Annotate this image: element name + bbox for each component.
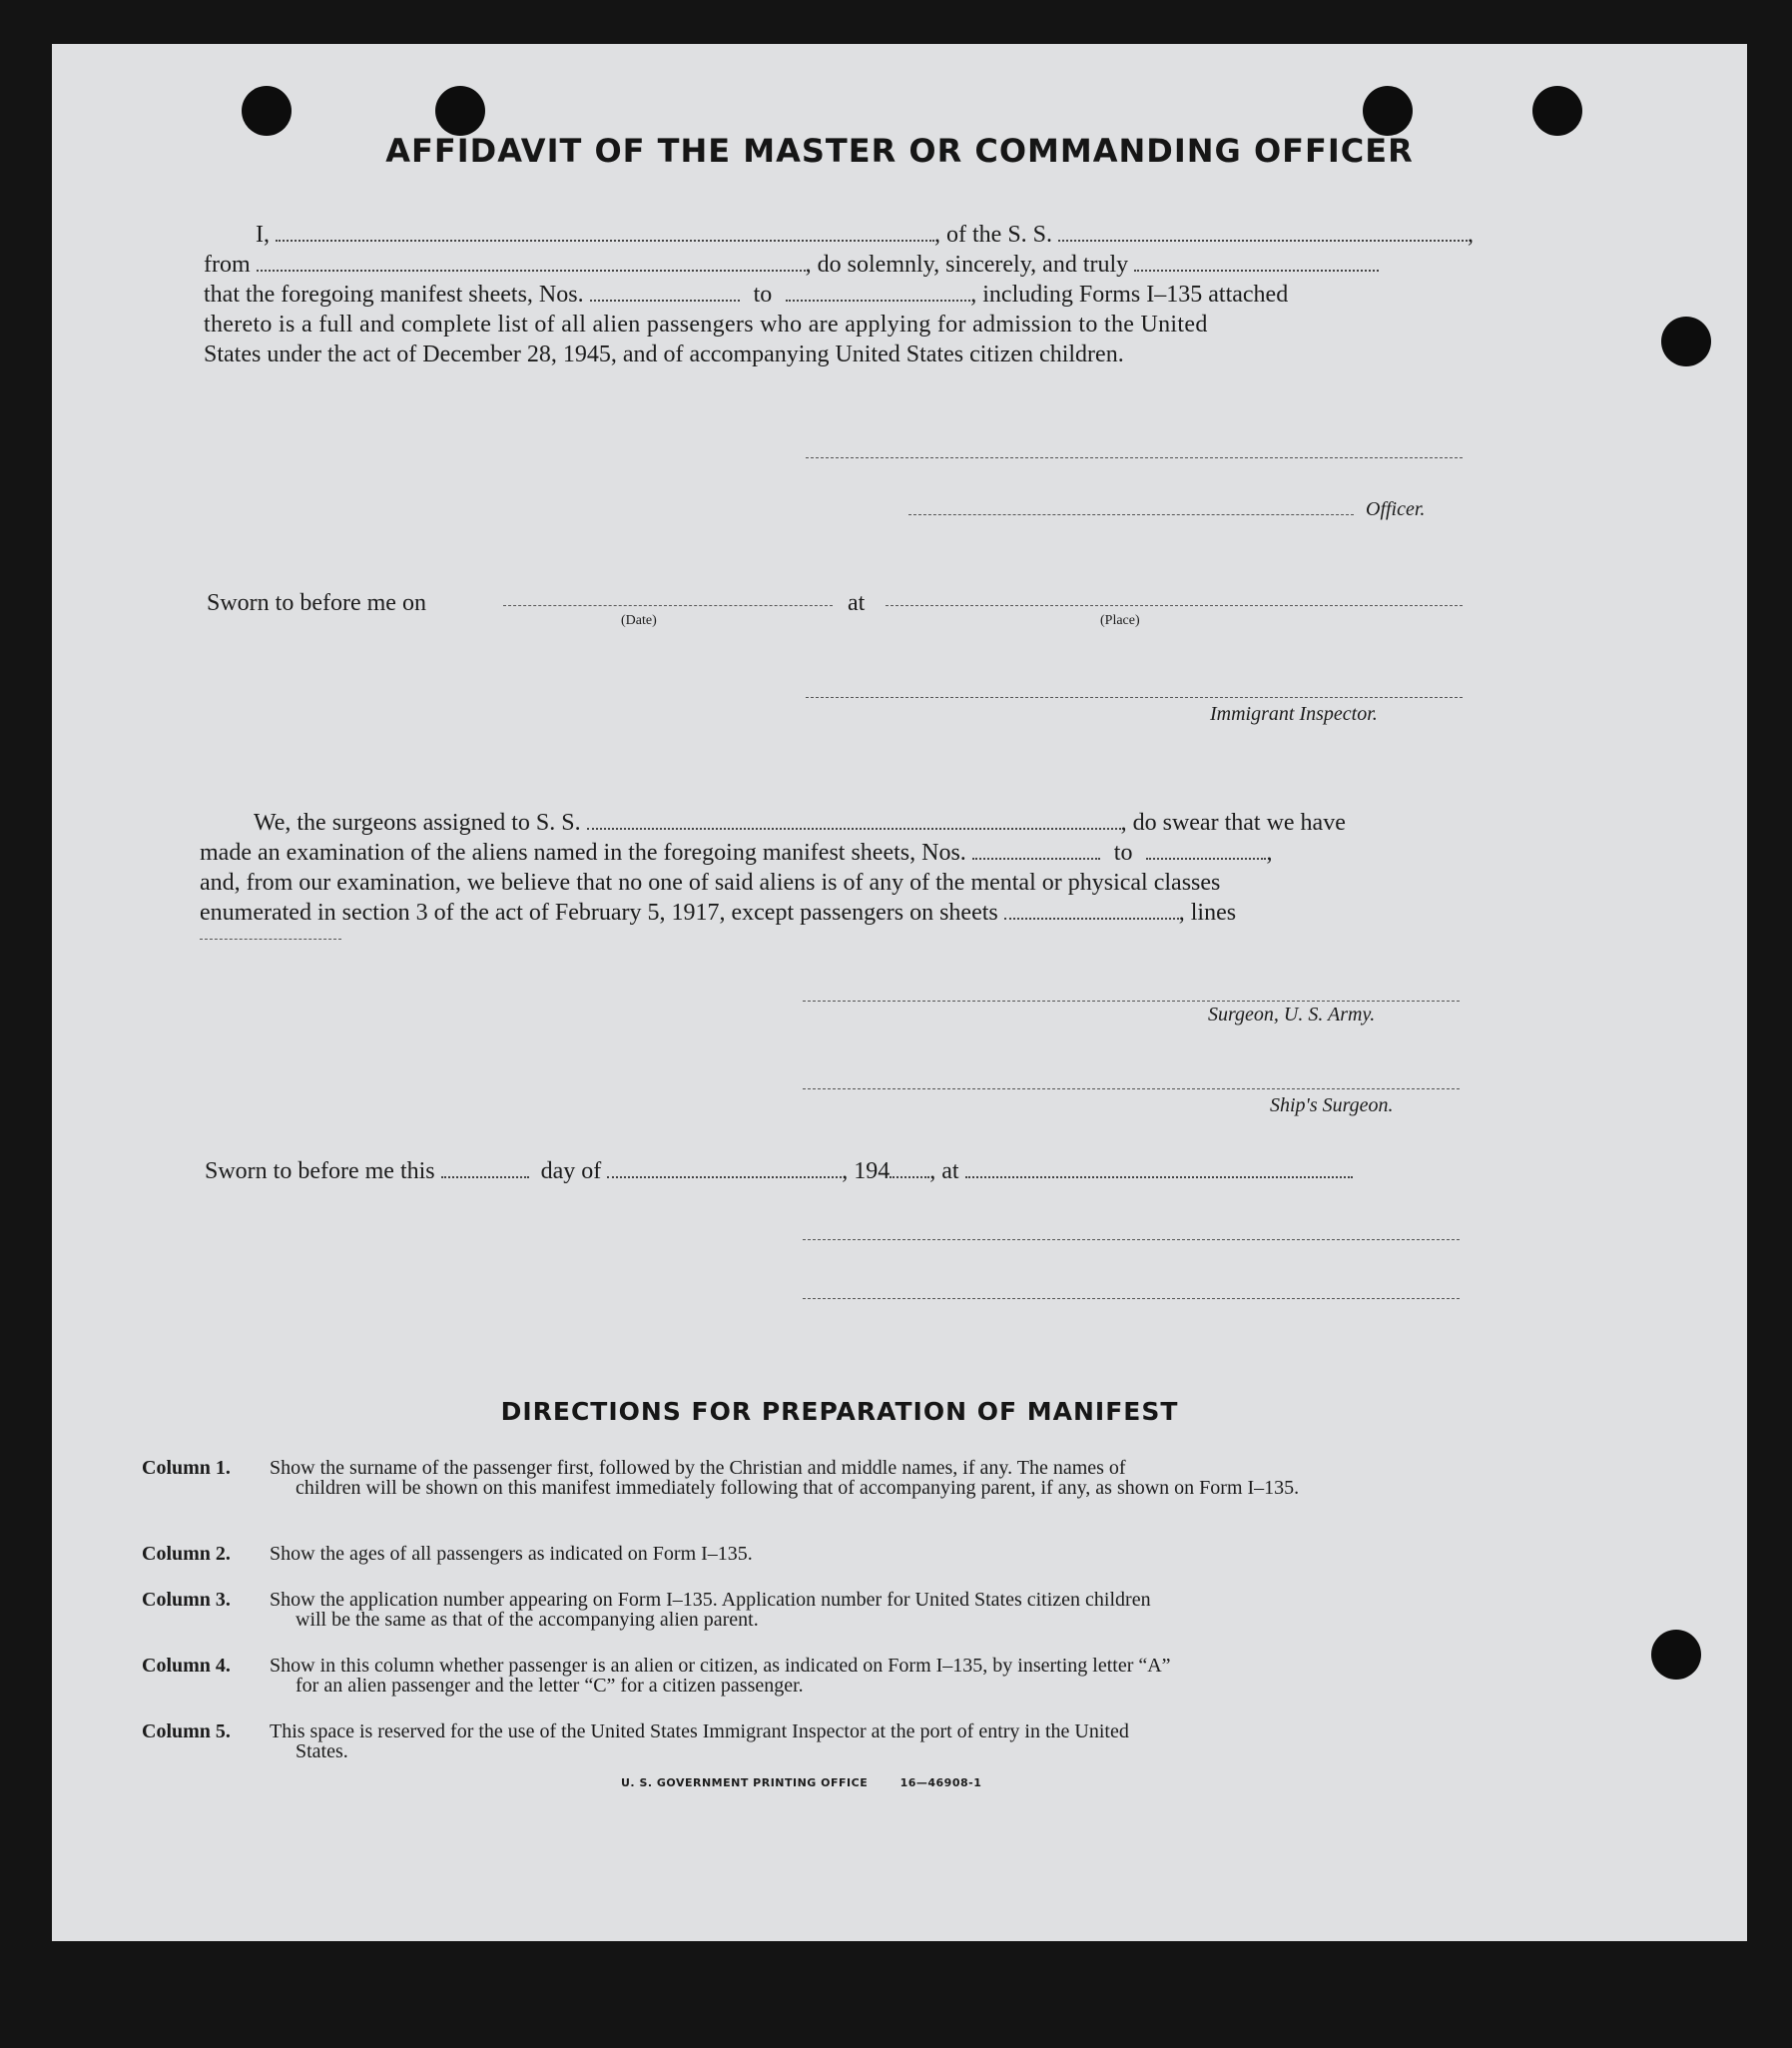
surgeons-l4-b: , lines	[1178, 900, 1237, 926]
direction-label: Column 1.	[142, 1457, 231, 1479]
surgeons-line-1	[200, 808, 1346, 838]
master-line-1	[204, 220, 1517, 250]
sworn2-text-a: Sworn to before me this	[205, 1158, 435, 1184]
punch-hole	[1651, 1630, 1701, 1680]
direction-text	[270, 1590, 1458, 1630]
master-l1-c: ,	[1468, 222, 1475, 248]
direction-rest: will be the same as that of the accompanying alien parent.	[296, 1609, 759, 1631]
master-signature-line[interactable]	[806, 457, 1463, 458]
ship-name-field[interactable]	[1058, 220, 1468, 242]
place-caption: (Place)	[1100, 613, 1140, 628]
direction-label: Column 3.	[142, 1589, 231, 1611]
sworn2-text-d: , at	[929, 1158, 959, 1184]
master-l2-a: from	[204, 252, 251, 278]
master-line-4: thereto is a full and complete list of all alien passengers who are applying for admission to the United	[204, 312, 1208, 338]
surgeons-l1-b: , do swear that we have	[1120, 810, 1346, 836]
ship-surgeon-caption: Ship's Surgeon.	[1270, 1094, 1394, 1116]
direction-line: Show the ages of all passengers as indicated on Form I–135.	[270, 1543, 753, 1565]
direction-text	[270, 1544, 1458, 1564]
page-title: AFFIDAVIT OF THE MASTER OR COMMANDING OFFICER	[385, 132, 1414, 170]
direction-text	[270, 1656, 1458, 1696]
except-sheets-field[interactable]	[1004, 898, 1179, 920]
direction-rest: children will be shown on this manifest immediately following that of accompanying parent, if any, as shown on Form I–135.	[296, 1477, 1300, 1499]
master-l3-c: , including Forms I–135 attached	[970, 282, 1289, 308]
printing-office-imprint	[621, 1776, 981, 1789]
sworn1-text-b: at	[848, 590, 866, 616]
sworn-at-field[interactable]	[965, 1156, 1353, 1178]
form-code: 16—46908-1	[899, 1776, 982, 1789]
truly-field[interactable]	[1134, 250, 1379, 272]
lines-field[interactable]	[200, 939, 341, 940]
master-line-5: States under the act of December 28, 1945, and of accompanying United States citizen children.	[204, 341, 1124, 367]
sworn-day-field[interactable]	[441, 1156, 529, 1178]
direction-text	[270, 1458, 1458, 1498]
direction-line: Show the application number appearing on Form I–135. Application number for United States citizen children	[270, 1589, 1151, 1611]
direction-label: Column 4.	[142, 1655, 231, 1677]
sworn-line-1	[207, 588, 426, 618]
punch-hole	[435, 86, 485, 136]
direction-label: Column 2.	[142, 1543, 231, 1565]
sworn-place-field[interactable]	[886, 605, 1463, 606]
master-l1-a: I,	[256, 222, 270, 248]
direction-label: Column 5.	[142, 1720, 231, 1742]
sheets-from-field[interactable]	[590, 280, 740, 302]
punch-hole	[1661, 317, 1711, 366]
punch-hole	[1532, 86, 1582, 136]
port-from-field[interactable]	[257, 250, 806, 272]
sworn1-text-a: Sworn to before me on	[207, 590, 426, 616]
surgeons-line-3: and, from our examination, we believe that no one of said aliens is of any of the mental or physical classes	[200, 870, 1221, 896]
ship-surgeon-signature-line[interactable]	[803, 1088, 1460, 1089]
inspector-signature-line[interactable]	[806, 697, 1463, 698]
direction-line: Show in this column whether passenger is an alien or citizen, as indicated on Form I–135, by inserting letter “A”	[270, 1655, 1171, 1677]
directions-title: DIRECTIONS FOR PREPARATION OF MANIFEST	[500, 1397, 1179, 1426]
surgeons-l2-a: made an examination of the aliens named in the foregoing manifest sheets, Nos.	[200, 840, 966, 866]
sworn2-text-c: , 194	[842, 1158, 891, 1184]
direction-line: Show the surname of the passenger first, followed by the Christian and middle names, if any. The names of	[270, 1457, 1126, 1479]
officer-title-line[interactable]	[908, 514, 1354, 515]
surgeons-sheets-from-field[interactable]	[972, 838, 1100, 860]
sheets-to-field[interactable]	[786, 280, 970, 302]
master-l1-b: , of the S. S.	[934, 222, 1053, 248]
surgeons-l4-a: enumerated in section 3 of the act of February 5, 1917, except passengers on sheets	[200, 900, 998, 926]
sworn2-signature-line-1[interactable]	[803, 1239, 1460, 1240]
direction-rest: States.	[296, 1740, 348, 1762]
direction-rest: for an alien passenger and the letter “C” for a citizen passenger.	[296, 1675, 804, 1697]
army-surgeon-caption: Surgeon, U. S. Army.	[1208, 1004, 1376, 1025]
sworn2-text-b: day of	[540, 1158, 602, 1184]
form-page	[52, 44, 1747, 1941]
surgeons-sheets-to-field[interactable]	[1146, 838, 1266, 860]
surgeons-line-4	[200, 898, 1236, 928]
master-line-2	[204, 250, 1379, 280]
punch-hole	[242, 86, 292, 136]
sworn-month-field[interactable]	[607, 1156, 842, 1178]
punch-hole	[1363, 86, 1413, 136]
sworn-line-2	[205, 1156, 1353, 1186]
surgeons-l2-c: ,	[1266, 840, 1273, 866]
sworn-date-field[interactable]	[503, 605, 833, 606]
army-surgeon-signature-line[interactable]	[803, 1001, 1460, 1002]
surgeons-l2-b: to	[1113, 840, 1133, 866]
master-l3-a: that the foregoing manifest sheets, Nos.	[204, 282, 584, 308]
printing-office: U. S. GOVERNMENT PRINTING OFFICE	[621, 1776, 869, 1789]
sworn-year-field[interactable]	[890, 1156, 929, 1178]
date-caption: (Date)	[621, 613, 657, 628]
direction-line: This space is reserved for the use of the United States Immigrant Inspector at the port of entry in the United	[270, 1720, 1129, 1742]
direction-text	[270, 1721, 1458, 1761]
surgeons-l1-a: We, the surgeons assigned to S. S.	[254, 810, 581, 836]
surgeons-ship-field[interactable]	[587, 808, 1121, 830]
master-l3-b: to	[753, 282, 773, 308]
inspector-caption: Immigrant Inspector.	[1210, 703, 1378, 725]
sworn2-signature-line-2[interactable]	[803, 1298, 1460, 1299]
surgeons-line-2	[200, 838, 1272, 868]
master-line-3	[204, 280, 1288, 310]
officer-caption: Officer.	[1366, 498, 1426, 520]
master-l2-b: , do solemnly, sincerely, and truly	[805, 252, 1129, 278]
master-name-field[interactable]	[276, 220, 934, 242]
